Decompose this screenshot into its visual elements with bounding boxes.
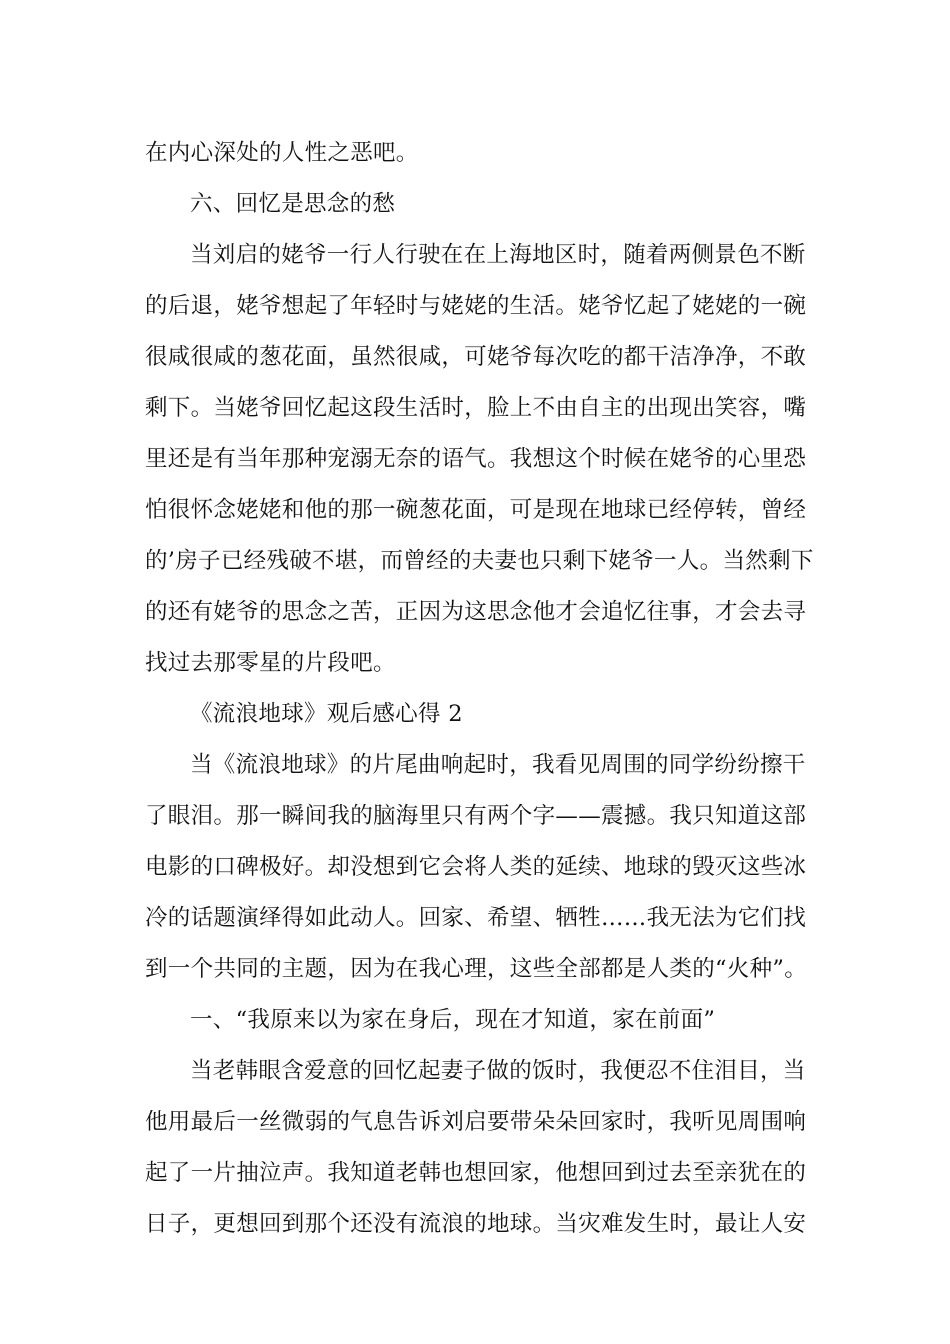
text-line: 日子，更想回到那个还没有流浪的地球。当灾难发生时，最让人安 (145, 1211, 807, 1237)
text-line: 里还是有当年那种宠溺无奈的语气。我想这个时候在姥爷的心里恐 (145, 446, 807, 472)
document-page (145, 128, 815, 1250)
essay-title: 《流浪地球》观后感心得 2 (190, 701, 463, 727)
text-line: 当《流浪地球》的片尾曲响起时，我看见周围的同学纷纷擦干 (190, 752, 806, 778)
text-line: 了眼泪。那一瞬间我的脑海里只有两个字——震撼。我只知道这部 (145, 803, 807, 829)
text-line: 他用最后一丝微弱的气息告诉刘启要带朵朵回家时，我听见周围响 (145, 1109, 807, 1135)
section-heading: 六、回忆是思念的愁 (190, 191, 396, 217)
text-line: 到一个共同的主题，因为在我心理，这些全部都是人类的“火种”。 (145, 956, 808, 982)
text-line: 起了一片抽泣声。我知道老韩也想回家，他想回到过去至亲犹在的 (145, 1160, 807, 1186)
text-line: 的后退，姥爷想起了年轻时与姥姥的生活。姥爷忆起了姥姥的一碗 (145, 293, 807, 319)
text-line: 怕很怀念姥姥和他的那一碗葱花面，可是现在地球已经停转，曾经 (145, 497, 807, 523)
text-line: 很咸很咸的葱花面，虽然很咸，可姥爷每次吃的都干洁净净，不敢 (145, 344, 807, 370)
text-line: 当老韩眼含爱意的回忆起妻子做的饭时，我便忍不住泪目，当 (190, 1058, 806, 1084)
text-line: 的还有姥爷的思念之苦，正因为这思念他才会追忆往事，才会去寻 (145, 599, 807, 625)
text-line: 在内心深处的人性之恶吧。 (145, 140, 419, 166)
section-heading: 一、“我原来以为家在身后，现在才知道，家在前面” (190, 1007, 716, 1033)
text-line: 电影的口碑极好。却没想到它会将人类的延续、地球的毁灭这些冰 (145, 854, 807, 880)
text-line: 冷的话题演绎得如此动人。回家、希望、牺牲……我无法为它们找 (145, 905, 807, 931)
text-line: 的’房子已经残破不堪，而曾经的夫妻也只剩下姥爷一人。当然剩下 (145, 548, 814, 574)
text-line: 剩下。当姥爷回忆起这段生活时，脸上不由自主的出现出笑容，嘴 (145, 395, 807, 421)
text-line: 当刘启的姥爷一行人行驶在在上海地区时，随着两侧景色不断 (190, 242, 806, 268)
text-line: 找过去那零星的片段吧。 (145, 650, 396, 676)
